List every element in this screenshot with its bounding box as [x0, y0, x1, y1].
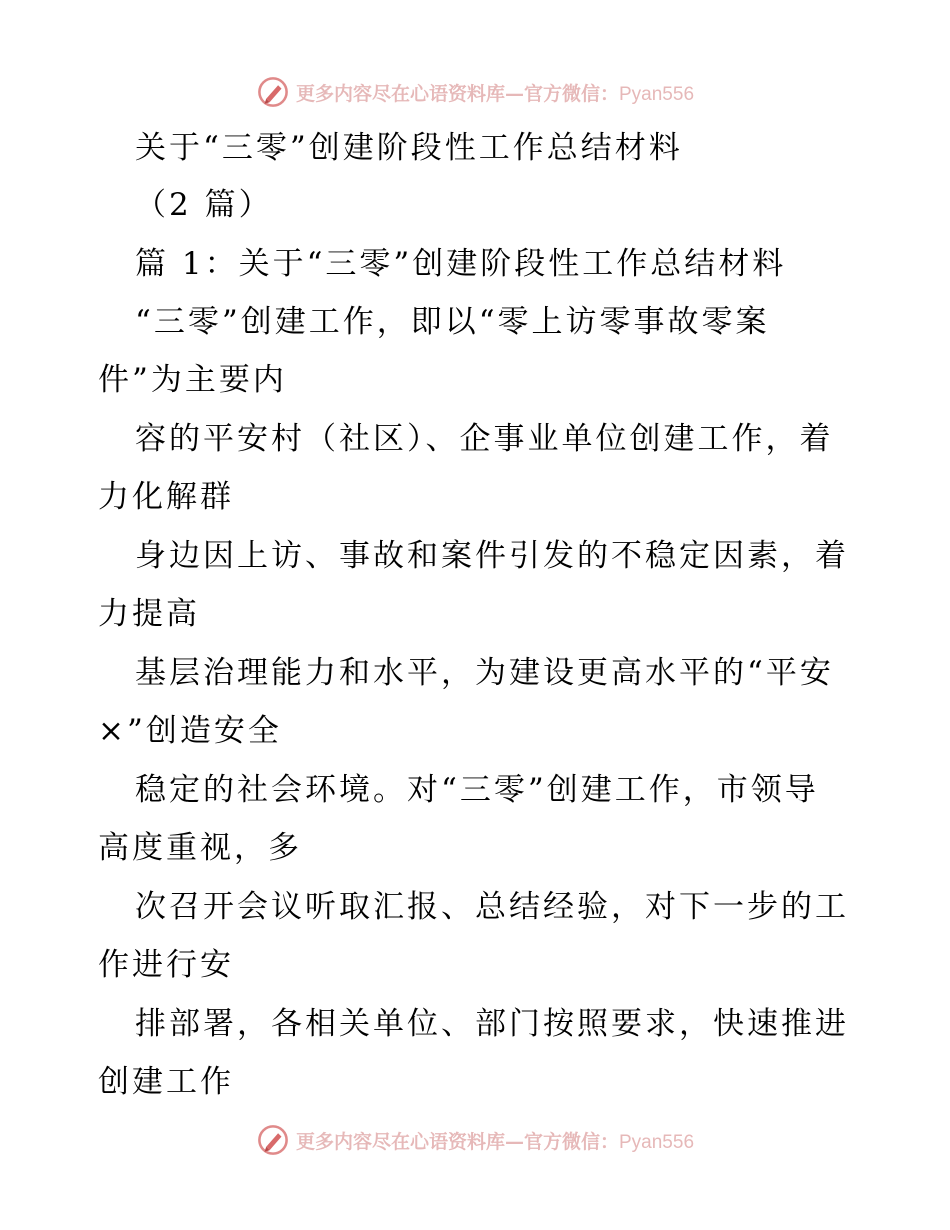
- paragraph-line: 力化解群: [98, 479, 234, 515]
- pen-logo-icon: [256, 1123, 290, 1157]
- paragraph-line: “三零”创建工作，即以“零上访零事故零案: [135, 304, 770, 340]
- watermark-text: 更多内容尽在心语资料库—官方微信：Pyan556: [295, 82, 695, 105]
- paragraph-line: 作进行安: [98, 947, 234, 983]
- paragraph-line: 稳定的社会环境。对“三零”创建工作，市领导: [135, 772, 819, 808]
- paragraph-line: 件”为主要内: [98, 362, 287, 398]
- paragraph-line: ×”创造安全: [98, 713, 282, 749]
- watermark-text: 更多内容尽在心语资料库—官方微信：Pyan556: [295, 1130, 695, 1153]
- paragraph-line: 力提高: [98, 596, 200, 632]
- section-heading: 篇 1：关于“三零”创建阶段性工作总结材料: [135, 246, 787, 282]
- document-subtitle: （2 篇）: [135, 187, 273, 223]
- paragraph-line: 容的平安村（社区）、企事业单位创建工作，着: [135, 421, 834, 457]
- paragraph-line: 高度重视，多: [98, 830, 302, 866]
- document-title: 关于“三零”创建阶段性工作总结材料: [135, 130, 683, 166]
- paragraph-line: 基层治理能力和水平，为建设更高水平的“平安: [135, 655, 834, 691]
- footer-watermark: [0, 1120, 950, 1160]
- paragraph-line: 创建工作: [98, 1064, 234, 1100]
- paragraph-line: 身边因上访、事故和案件引发的不稳定因素，着: [135, 538, 849, 574]
- paragraph-line: 排部署，各相关单位、部门按照要求，快速推进: [135, 1006, 849, 1042]
- paragraph-line: 次召开会议听取汇报、总结经验，对下一步的工: [135, 889, 849, 925]
